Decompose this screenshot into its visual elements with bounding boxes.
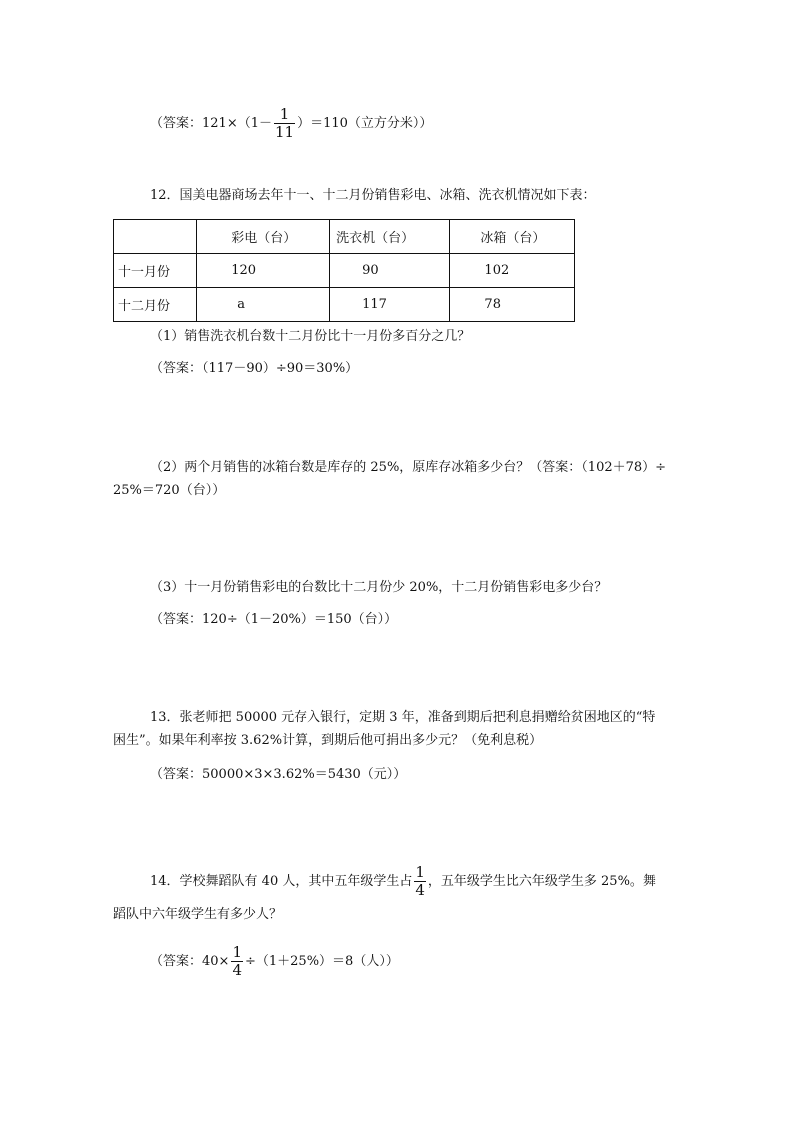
question-13-line1: 13．张老师把 50000 元存入银行，定期 3 年，准备到期后把利息捐赠给贫困地区的“特	[150, 710, 656, 725]
answer-14-pre: （答案：40×	[150, 954, 230, 969]
answer-12-3: （答案：120÷（1－20%）＝150（台））	[150, 612, 398, 627]
table-cell: a	[197, 288, 330, 322]
question-12-3: （3）十一月份销售彩电的台数比十二月份少 20%，十二月份销售彩电多少台？	[150, 580, 608, 595]
question-14-line2: 蹈队中六年级学生有多少人？	[113, 907, 283, 922]
question-14-line1-post: ，五年级学生比六年级学生多 25%。舞	[427, 874, 656, 889]
answer-14	[150, 944, 399, 979]
table-cell: 102	[450, 254, 575, 288]
table-cell: 78	[450, 288, 575, 322]
question-12-2-line2: 25%＝720（台））	[113, 483, 226, 498]
answer-11-fraction	[274, 106, 295, 141]
question-14-line1-pre: 14．学校舞蹈队有 40 人，其中五年级学生占	[150, 874, 413, 889]
answer-12-1: （答案：（117－90）÷90＝30%）	[150, 361, 359, 376]
answer-11-pre: （答案：121×（1－	[150, 116, 272, 131]
table-row	[114, 254, 575, 288]
table-row-label: 十一月份	[114, 254, 197, 288]
fraction-numerator: 1	[415, 863, 425, 881]
question-12-2-line1: （2）两个月销售的冰箱台数是库存的 25%，原库存冰箱多少台？（答案：（102＋78）÷	[150, 460, 667, 475]
fraction-denominator: 11	[274, 123, 295, 141]
question-12-1: （1）销售洗衣机台数十二月份比十一月份多百分之几？	[150, 329, 471, 344]
question-13-line2: 困生”。如果年利率按 3.62%计算，到期后他可捐出多少元？（免利息税）	[113, 733, 543, 748]
question-14-line1	[150, 864, 656, 899]
table-header-cell: 洗衣机（台）	[330, 220, 450, 254]
table-row	[114, 288, 575, 322]
table-header-cell: 冰箱（台）	[450, 220, 575, 254]
answer-11	[150, 106, 432, 141]
table-cell: 90	[330, 254, 450, 288]
answer-14-fraction	[231, 944, 243, 979]
answer-13: （答案：50000×3×3.62%＝5430（元））	[150, 767, 407, 782]
table-cell: 117	[330, 288, 450, 322]
question-14-fraction	[414, 864, 426, 899]
fraction-numerator: 1	[274, 106, 295, 124]
fraction-numerator: 1	[232, 943, 242, 961]
question-12-stem: 12．国美电器商场去年十一、十二月份销售彩电、冰箱、洗衣机情况如下表：	[150, 188, 596, 203]
fraction-denominator: 4	[232, 961, 242, 979]
table-header-cell	[114, 220, 197, 254]
answer-11-post: ）＝110（立方分米））	[297, 116, 433, 131]
sales-table	[113, 219, 575, 322]
fraction-denominator: 4	[415, 881, 425, 899]
table-header-row	[114, 220, 575, 254]
answer-14-post: ÷（1＋25%）＝8（人））	[244, 954, 399, 969]
table-header-cell: 彩电（台）	[197, 220, 330, 254]
table-row-label: 十二月份	[114, 288, 197, 322]
table-cell: 120	[197, 254, 330, 288]
